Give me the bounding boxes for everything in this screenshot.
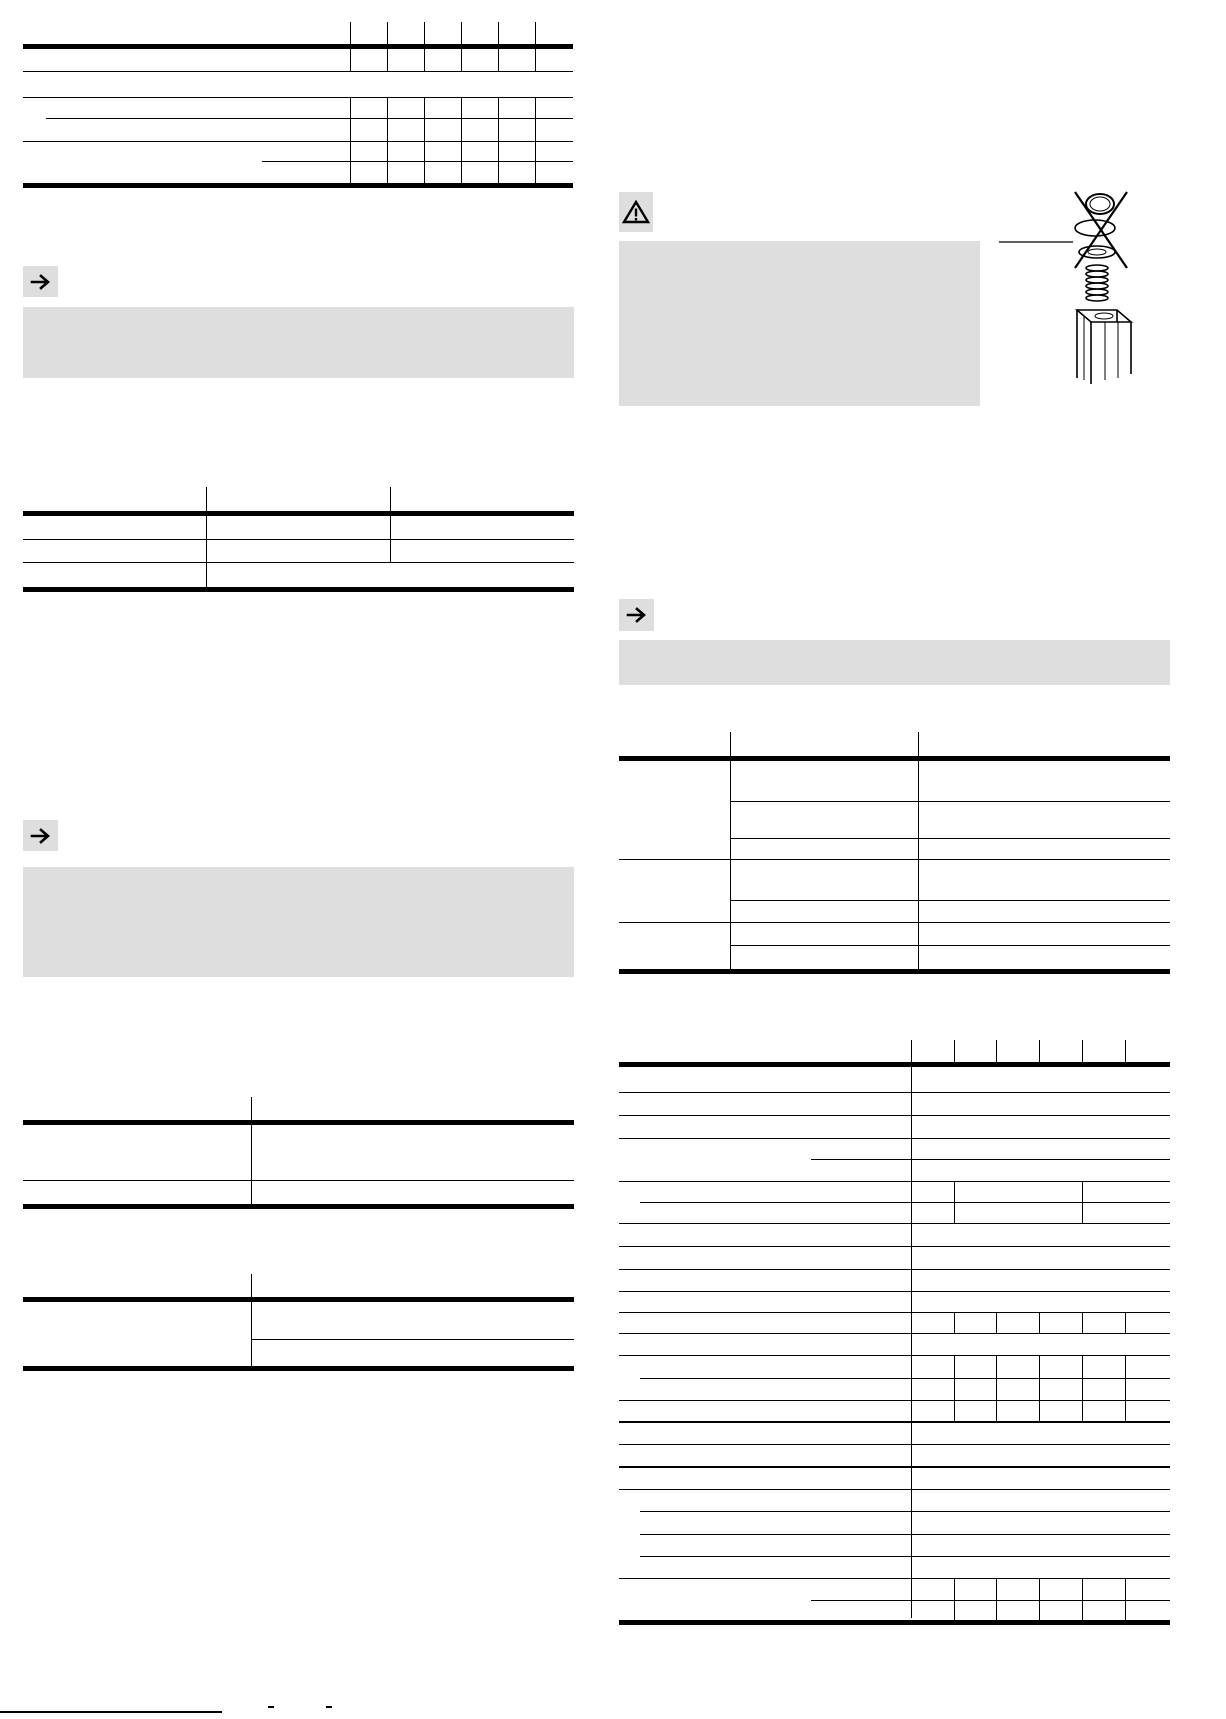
note-arrow-icon-box (23, 820, 58, 851)
arrow-right-icon (30, 273, 52, 291)
note-arrow-icon-box (23, 266, 58, 297)
arrow-right-icon (30, 827, 52, 845)
note-text-box (23, 867, 574, 977)
note-text-box (23, 307, 574, 378)
warning-triangle-icon (622, 200, 650, 224)
warning-text-box (619, 241, 980, 406)
table-a-header-rule (23, 44, 573, 49)
footer-mark (326, 1706, 332, 1708)
note-text-box (619, 640, 1170, 685)
crossed-out-assembly-icon (995, 188, 1150, 384)
footer-rule (0, 1711, 222, 1713)
footer-mark (268, 1706, 274, 1708)
note-arrow-icon-box (619, 599, 654, 631)
arrow-right-icon (626, 606, 648, 624)
warning-icon-box (619, 192, 653, 232)
